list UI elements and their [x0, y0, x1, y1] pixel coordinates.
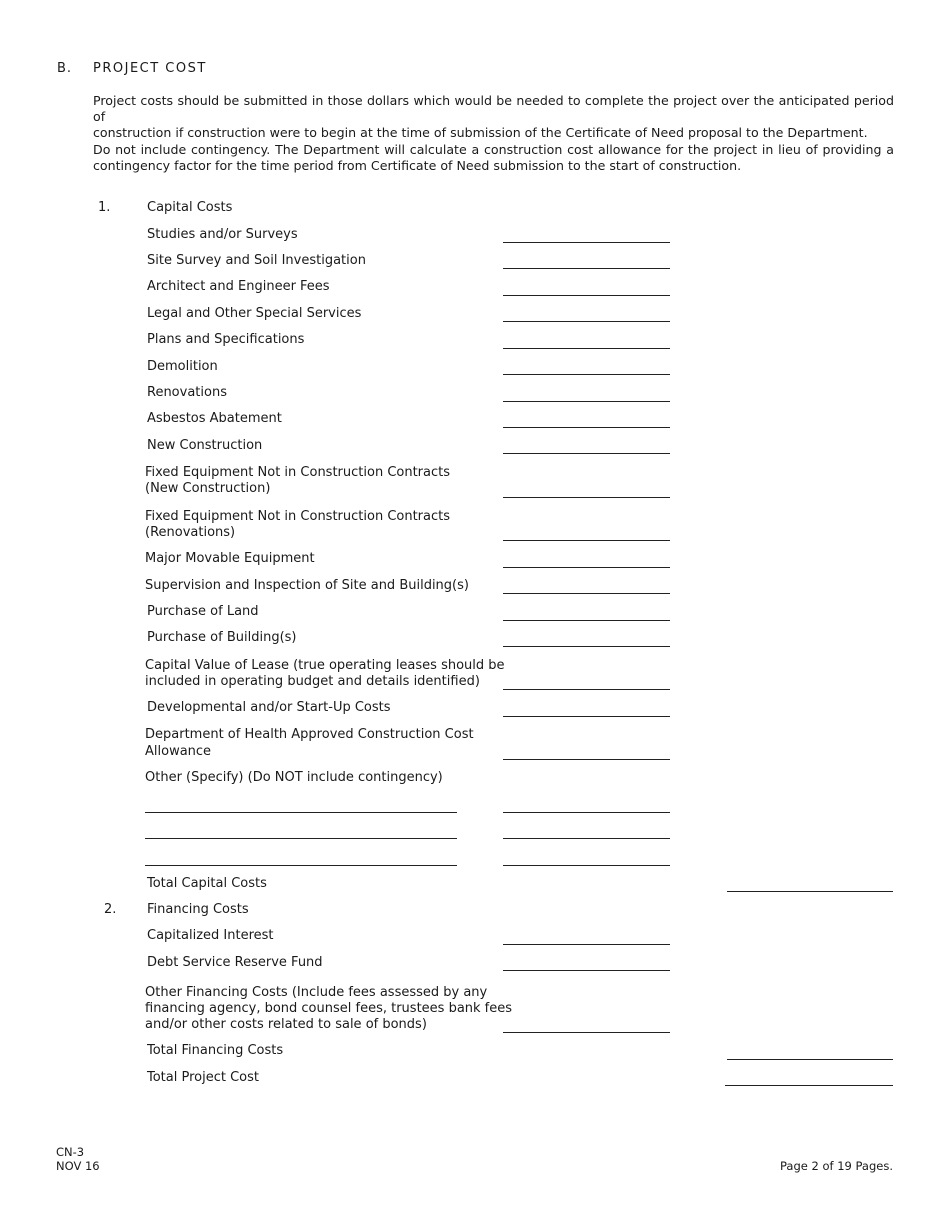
- asbestos-field[interactable]: [503, 427, 670, 428]
- item-label: (New Construction): [145, 481, 271, 496]
- item-label: Purchase of Building(s): [147, 630, 297, 645]
- total-project-field[interactable]: [725, 1085, 893, 1086]
- legal-services-field[interactable]: [503, 321, 670, 322]
- intro-paragraph: Project costs should be submitted in those dollars which would be needed to complete the project over the anticipated period of construction if construction were to begin at the time of submission of the Certificate of Need proposal to the Department.: [93, 93, 894, 140]
- item-label: Fixed Equipment Not in Construction Contracts: [145, 509, 451, 524]
- purchase-building-field[interactable]: [503, 646, 670, 647]
- capital-number: 1.: [98, 200, 111, 215]
- demolition-field[interactable]: [503, 374, 670, 375]
- form-number: CN-3: [56, 1145, 85, 1159]
- fixed-equipment-reno-field[interactable]: [503, 540, 670, 541]
- item-label: Allowance: [145, 744, 212, 759]
- site-survey-field[interactable]: [503, 268, 670, 269]
- plans-field[interactable]: [503, 348, 670, 349]
- contingency-paragraph: Do not include contingency. The Department will calculate a construction cost allowance for the project in lieu of providing a contingency factor for the time period from Certificate of Need submission to the start of construction.: [93, 142, 894, 173]
- other-amount-field[interactable]: [503, 865, 670, 866]
- total-financing-field[interactable]: [727, 1059, 893, 1060]
- item-label: Other Financing Costs (Include fees assessed by any: [145, 985, 488, 1000]
- financing-costs-heading: Financing Costs: [147, 902, 249, 917]
- debt-service-field[interactable]: [503, 970, 670, 971]
- movable-equipment-field[interactable]: [503, 567, 670, 568]
- purchase-land-field[interactable]: [503, 620, 670, 621]
- startup-costs-field[interactable]: [503, 716, 670, 717]
- item-label: Site Survey and Soil Investigation: [147, 253, 366, 268]
- item-label: Studies and/or Surveys: [147, 227, 298, 242]
- item-label: and/or other costs related to sale of bonds): [145, 1017, 427, 1032]
- item-label: financing agency, bond counsel fees, trustees bank fees: [145, 1001, 513, 1016]
- new-construction-field[interactable]: [503, 453, 670, 454]
- doh-allowance-field[interactable]: [503, 759, 670, 760]
- item-label: Capitalized Interest: [147, 928, 274, 943]
- architect-fees-field[interactable]: [503, 295, 670, 296]
- fixed-equipment-new-field[interactable]: [503, 497, 670, 498]
- item-label: Capital Value of Lease (true operating leases should be: [145, 658, 505, 673]
- other-specify-field[interactable]: [145, 838, 457, 839]
- other-amount-field[interactable]: [503, 812, 670, 813]
- item-label: Plans and Specifications: [147, 332, 305, 347]
- item-label: included in operating budget and details identified): [145, 674, 480, 689]
- item-label: New Construction: [147, 438, 263, 453]
- capital-costs-heading: Capital Costs: [147, 200, 233, 215]
- renovations-field[interactable]: [503, 401, 670, 402]
- item-label: Architect and Engineer Fees: [147, 279, 330, 294]
- total-capital-label: Total Capital Costs: [147, 876, 267, 891]
- supervision-field[interactable]: [503, 593, 670, 594]
- item-label: Other (Specify) (Do NOT include contingency): [145, 770, 443, 785]
- other-amount-field[interactable]: [503, 838, 670, 839]
- item-label: Department of Health Approved Construction Cost: [145, 727, 474, 742]
- other-financing-field[interactable]: [503, 1032, 670, 1033]
- capitalized-interest-field[interactable]: [503, 944, 670, 945]
- total-financing-label: Total Financing Costs: [147, 1043, 284, 1058]
- item-label: Supervision and Inspection of Site and Building(s): [145, 578, 469, 593]
- item-label: Developmental and/or Start-Up Costs: [147, 700, 391, 715]
- item-label: Renovations: [147, 385, 227, 400]
- item-label: Purchase of Land: [147, 604, 259, 619]
- item-label: Fixed Equipment Not in Construction Contracts: [145, 465, 451, 480]
- other-specify-field[interactable]: [145, 812, 457, 813]
- other-specify-field[interactable]: [145, 865, 457, 866]
- page-number: Page 2 of 19 Pages.: [780, 1159, 893, 1173]
- financing-number: 2.: [104, 902, 117, 917]
- section-letter: B.: [57, 61, 73, 76]
- lease-value-field[interactable]: [503, 689, 670, 690]
- item-label: Asbestos Abatement: [147, 411, 282, 426]
- section-title: PROJECT COST: [93, 61, 207, 76]
- item-label: Demolition: [147, 359, 218, 374]
- item-label: Major Movable Equipment: [145, 551, 315, 566]
- studies-field[interactable]: [503, 242, 670, 243]
- item-label: (Renovations): [145, 525, 236, 540]
- item-label: Legal and Other Special Services: [147, 306, 362, 321]
- total-project-label: Total Project Cost: [147, 1070, 260, 1085]
- item-label: Debt Service Reserve Fund: [147, 955, 323, 970]
- total-capital-field[interactable]: [727, 891, 893, 892]
- form-date: NOV 16: [56, 1159, 100, 1173]
